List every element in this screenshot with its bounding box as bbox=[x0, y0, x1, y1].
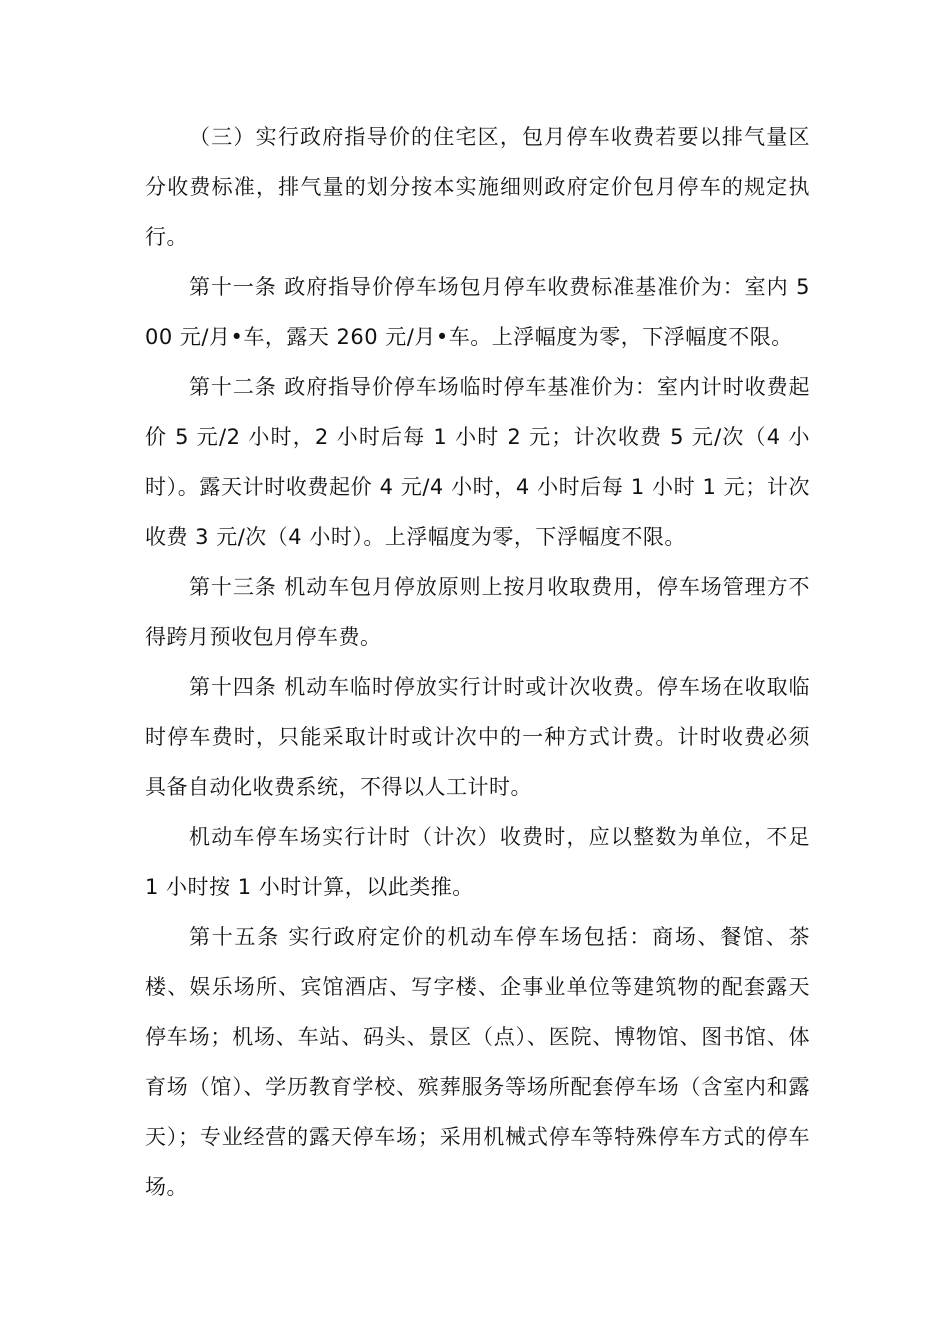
paragraph-article-14-continued: 机动车停车场实行计时（计次）收费时，应以整数为单位，不足 1 小时按 1 小时计算，以此类推。 bbox=[145, 825, 810, 899]
paragraph-article-11: 第十一条 政府指导价停车场包月停车收费标准基准价为：室内 500 元/月•车，露天 260 元/月•车。上浮幅度为零，下浮幅度不限。 bbox=[145, 275, 810, 349]
paragraph-article-12: 第十二条 政府指导价停车场临时停车基准价为：室内计时收费起价 5 元/2 小时，2 小时后每 1 小时 2 元；计次收费 5 元/次（4 小时）。露天计时收费起价 4 元/4 小时，4 小时后每 1 小时 1 元；计次收费 3 元/次（4 小时）。上浮幅度为零，下浮幅度不限。 bbox=[145, 375, 810, 549]
paragraph-article-14: 第十四条 机动车临时停放实行计时或计次收费。停车场在收取临时停车费时，只能采取计时或计次中的一种方式计费。计时收费必须具备自动化收费系统，不得以人工计时。 bbox=[145, 675, 810, 799]
paragraph-article-13: 第十三条 机动车包月停放原则上按月收取费用，停车场管理方不得跨月预收包月停车费。 bbox=[145, 575, 810, 649]
paragraph-article-15: 第十五条 实行政府定价的机动车停车场包括：商场、餐馆、茶楼、娱乐场所、宾馆酒店、写字楼、企事业单位等建筑物的配套露天停车场；机场、车站、码头、景区（点）、医院、博物馆、图书馆、体育场（馆）、学历教育学校、殡葬服务等场所配套停车场（含室内和露天）；专业经营的露天停车场；采用机械式停车等特殊停车方式的停车场。 bbox=[145, 925, 810, 1199]
document-body bbox=[145, 112, 810, 1212]
paragraph-item-3: （三）实行政府指导价的住宅区，包月停车收费若要以排气量区分收费标准，排气量的划分按本实施细则政府定价包月停车的规定执行。 bbox=[145, 125, 810, 249]
